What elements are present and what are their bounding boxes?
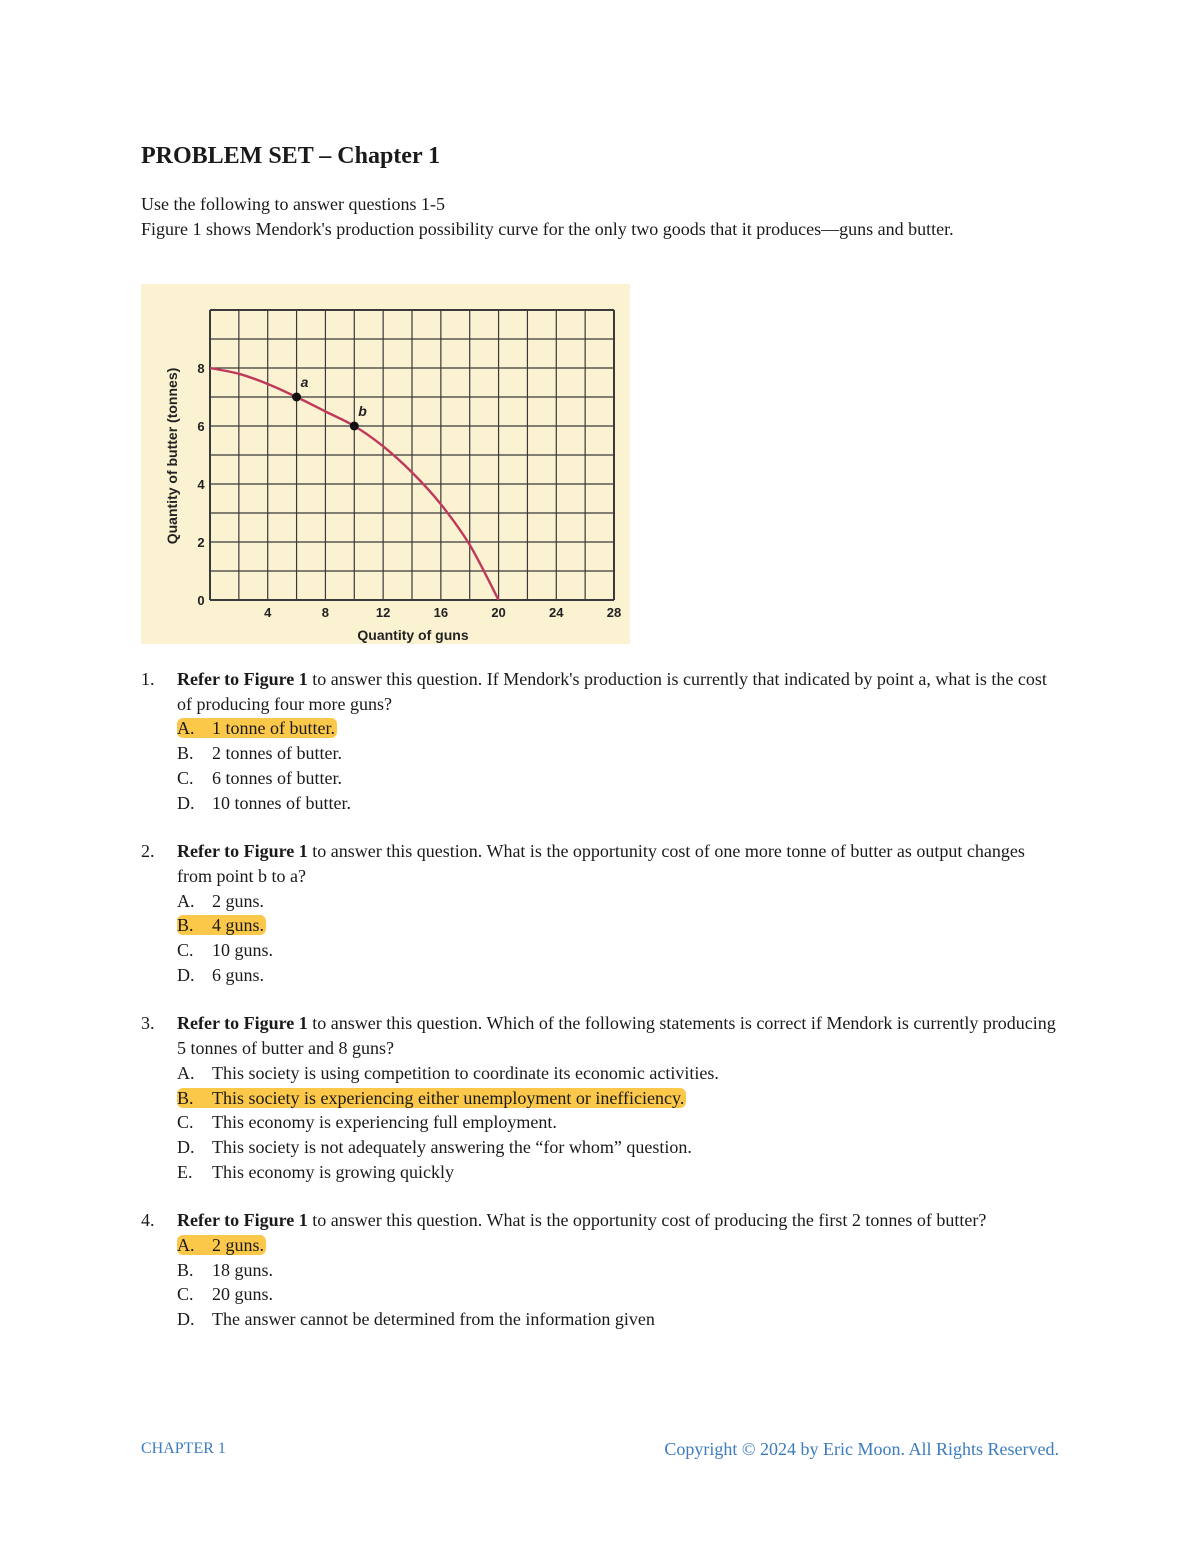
answer-choices <box>177 1233 1061 1332</box>
choice-text: 2 guns. <box>212 1235 265 1256</box>
choice-letter: E. <box>177 1161 193 1182</box>
answer-highlight <box>177 1088 686 1108</box>
question-prompt: to answer this question. What is the opportunity cost of producing the first 2 tonnes of butter? <box>307 1210 987 1231</box>
answer-choice <box>177 889 1061 914</box>
question-text <box>177 839 1061 888</box>
choice-content <box>177 743 342 763</box>
point-label-b: b <box>358 403 367 419</box>
choice-content <box>177 1112 557 1132</box>
answer-choices <box>177 1061 1061 1185</box>
choice-content <box>177 1309 655 1329</box>
choice-letter: B. <box>177 915 194 936</box>
page-title: PROBLEM SET – Chapter 1 <box>141 143 441 169</box>
figure-reference: Refer to Figure 1 <box>177 669 308 689</box>
choice-text: This society is experiencing either unemployment or inefficiency. <box>212 1087 685 1108</box>
choice-text: 18 guns. <box>212 1259 274 1280</box>
choice-text: 2 guns. <box>212 890 265 911</box>
choice-text: 6 guns. <box>212 964 265 985</box>
answer-choice <box>177 1282 1061 1307</box>
choice-text: 2 tonnes of butter. <box>212 743 342 764</box>
choice-text: This economy is experiencing full employment. <box>212 1112 557 1133</box>
answer-choice-highlighted <box>177 1086 1061 1111</box>
figure-1-chart <box>141 284 630 644</box>
choice-content <box>177 1284 273 1304</box>
question-number: 2. <box>141 841 155 862</box>
choice-letter: C. <box>177 1284 194 1305</box>
choice-content <box>177 1260 273 1280</box>
choice-text: 20 guns. <box>212 1284 274 1305</box>
question-prompt: to answer this question. What is the opportunity cost of one more tonne of butter as output changes from point b to a? <box>177 841 1025 886</box>
choice-content <box>177 1162 454 1182</box>
choice-letter: B. <box>177 1259 194 1280</box>
y-tick-label: 0 <box>197 593 205 608</box>
x-tick-label: 24 <box>549 605 564 620</box>
choice-content <box>177 1137 692 1157</box>
question-number: 1. <box>141 669 155 689</box>
answer-choice <box>177 938 1061 963</box>
answer-choice <box>177 1307 1061 1332</box>
choice-text: 10 tonnes of butter. <box>212 792 351 813</box>
y-tick-label: 2 <box>197 535 205 550</box>
footer-chapter: CHAPTER 1 <box>141 1440 226 1457</box>
point-b <box>350 422 359 431</box>
choice-text: 6 tonnes of butter. <box>212 767 342 788</box>
choice-content <box>177 940 273 960</box>
y-tick-label: 8 <box>197 361 205 376</box>
question-body <box>177 1011 1061 1184</box>
intro-figure-description: Figure 1 shows Mendork's production possibility curve for the only two goods that it produces—guns and butter. <box>141 219 954 239</box>
x-tick-label: 8 <box>321 605 330 620</box>
answer-choice <box>177 741 1061 766</box>
choice-letter: C. <box>177 1112 194 1133</box>
answer-choice <box>177 791 1061 816</box>
y-axis-label: Quantity of butter (tonnes) <box>164 367 180 545</box>
x-tick-label: 12 <box>375 605 391 620</box>
x-tick-label: 28 <box>606 605 622 620</box>
choice-letter: A. <box>177 890 195 911</box>
answer-choice <box>177 963 1061 988</box>
choice-content <box>177 793 351 813</box>
x-tick-label: 20 <box>491 605 506 620</box>
x-tick-label: 16 <box>433 605 449 620</box>
question-prompt: to answer this question. If Mendork's production is currently that indicated by point a, what is the cost of producing four more guns? <box>177 669 1047 714</box>
choice-letter: C. <box>177 767 194 788</box>
x-axis-label: Quantity of guns <box>357 627 469 643</box>
point-a <box>292 393 301 402</box>
answer-highlight <box>177 915 266 935</box>
choice-letter: B. <box>177 743 194 764</box>
answer-highlight <box>177 1235 266 1255</box>
question-text <box>177 667 1061 716</box>
choice-content <box>177 965 264 985</box>
choice-text: This society is not adequately answering the “for whom” question. <box>212 1136 692 1157</box>
answer-choice-highlighted <box>177 1233 1061 1258</box>
question-2 <box>141 839 1061 987</box>
answer-choices <box>177 889 1061 988</box>
figure-reference: Refer to Figure 1 <box>177 841 308 862</box>
choice-letter: C. <box>177 940 194 961</box>
answer-choice-highlighted <box>177 913 1061 938</box>
choice-text: This society is using competition to coordinate its economic activities. <box>212 1062 719 1083</box>
question-text <box>177 1208 1061 1233</box>
question-4 <box>141 1208 1061 1332</box>
answer-choice <box>177 1160 1061 1185</box>
question-body <box>177 1208 1061 1332</box>
choice-content <box>177 891 264 911</box>
choice-text: The answer cannot be determined from the information given <box>212 1309 655 1330</box>
answer-choice <box>177 766 1061 791</box>
choice-text: 1 tonne of butter. <box>212 718 335 739</box>
choice-letter: D. <box>177 964 195 985</box>
point-label-a: a <box>300 374 309 390</box>
answer-choice-highlighted <box>177 716 1061 741</box>
answer-choice <box>177 1110 1061 1135</box>
question-body <box>177 839 1061 987</box>
choice-text: 4 guns. <box>212 915 265 936</box>
question-1 <box>141 667 1061 815</box>
choice-content <box>177 1063 719 1083</box>
question-prompt: to answer this question. Which of the following statements is correct if Mendork is currently producing 5 tonnes of butter and 8 guns? <box>177 1013 1056 1059</box>
question-body <box>177 667 1061 815</box>
choice-letter: D. <box>177 792 195 813</box>
figure-reference: Refer to Figure 1 <box>177 1013 308 1034</box>
choice-letter: B. <box>177 1087 194 1108</box>
x-tick-label: 4 <box>264 605 272 620</box>
choice-text: 10 guns. <box>212 940 274 961</box>
choice-letter: D. <box>177 1309 195 1330</box>
choice-letter: D. <box>177 1136 195 1157</box>
y-tick-label: 6 <box>197 419 205 434</box>
choice-text: This economy is growing quickly <box>212 1161 454 1182</box>
answer-choice <box>177 1135 1061 1160</box>
question-number: 4. <box>141 1210 155 1231</box>
question-3 <box>141 1011 1061 1184</box>
figure-reference: Refer to Figure 1 <box>177 1210 308 1231</box>
answer-choice <box>177 1061 1061 1086</box>
intro-instruction: Use the following to answer questions 1-5 <box>141 194 445 214</box>
choice-letter: A. <box>177 1235 195 1256</box>
answer-choice <box>177 1258 1061 1283</box>
footer-copyright: Copyright © 2024 by Eric Moon. All Rights Reserved. <box>664 1439 1059 1459</box>
answer-choices <box>177 716 1061 815</box>
choice-letter: A. <box>177 718 195 739</box>
question-number: 3. <box>141 1013 155 1034</box>
intro-text <box>141 192 1061 242</box>
y-tick-label: 4 <box>197 477 205 492</box>
answer-highlight <box>177 718 337 738</box>
question-text <box>177 1011 1061 1060</box>
choice-content <box>177 768 342 788</box>
question-list <box>141 667 1061 1356</box>
choice-letter: A. <box>177 1062 195 1083</box>
ppc-chart-svg <box>141 284 630 644</box>
